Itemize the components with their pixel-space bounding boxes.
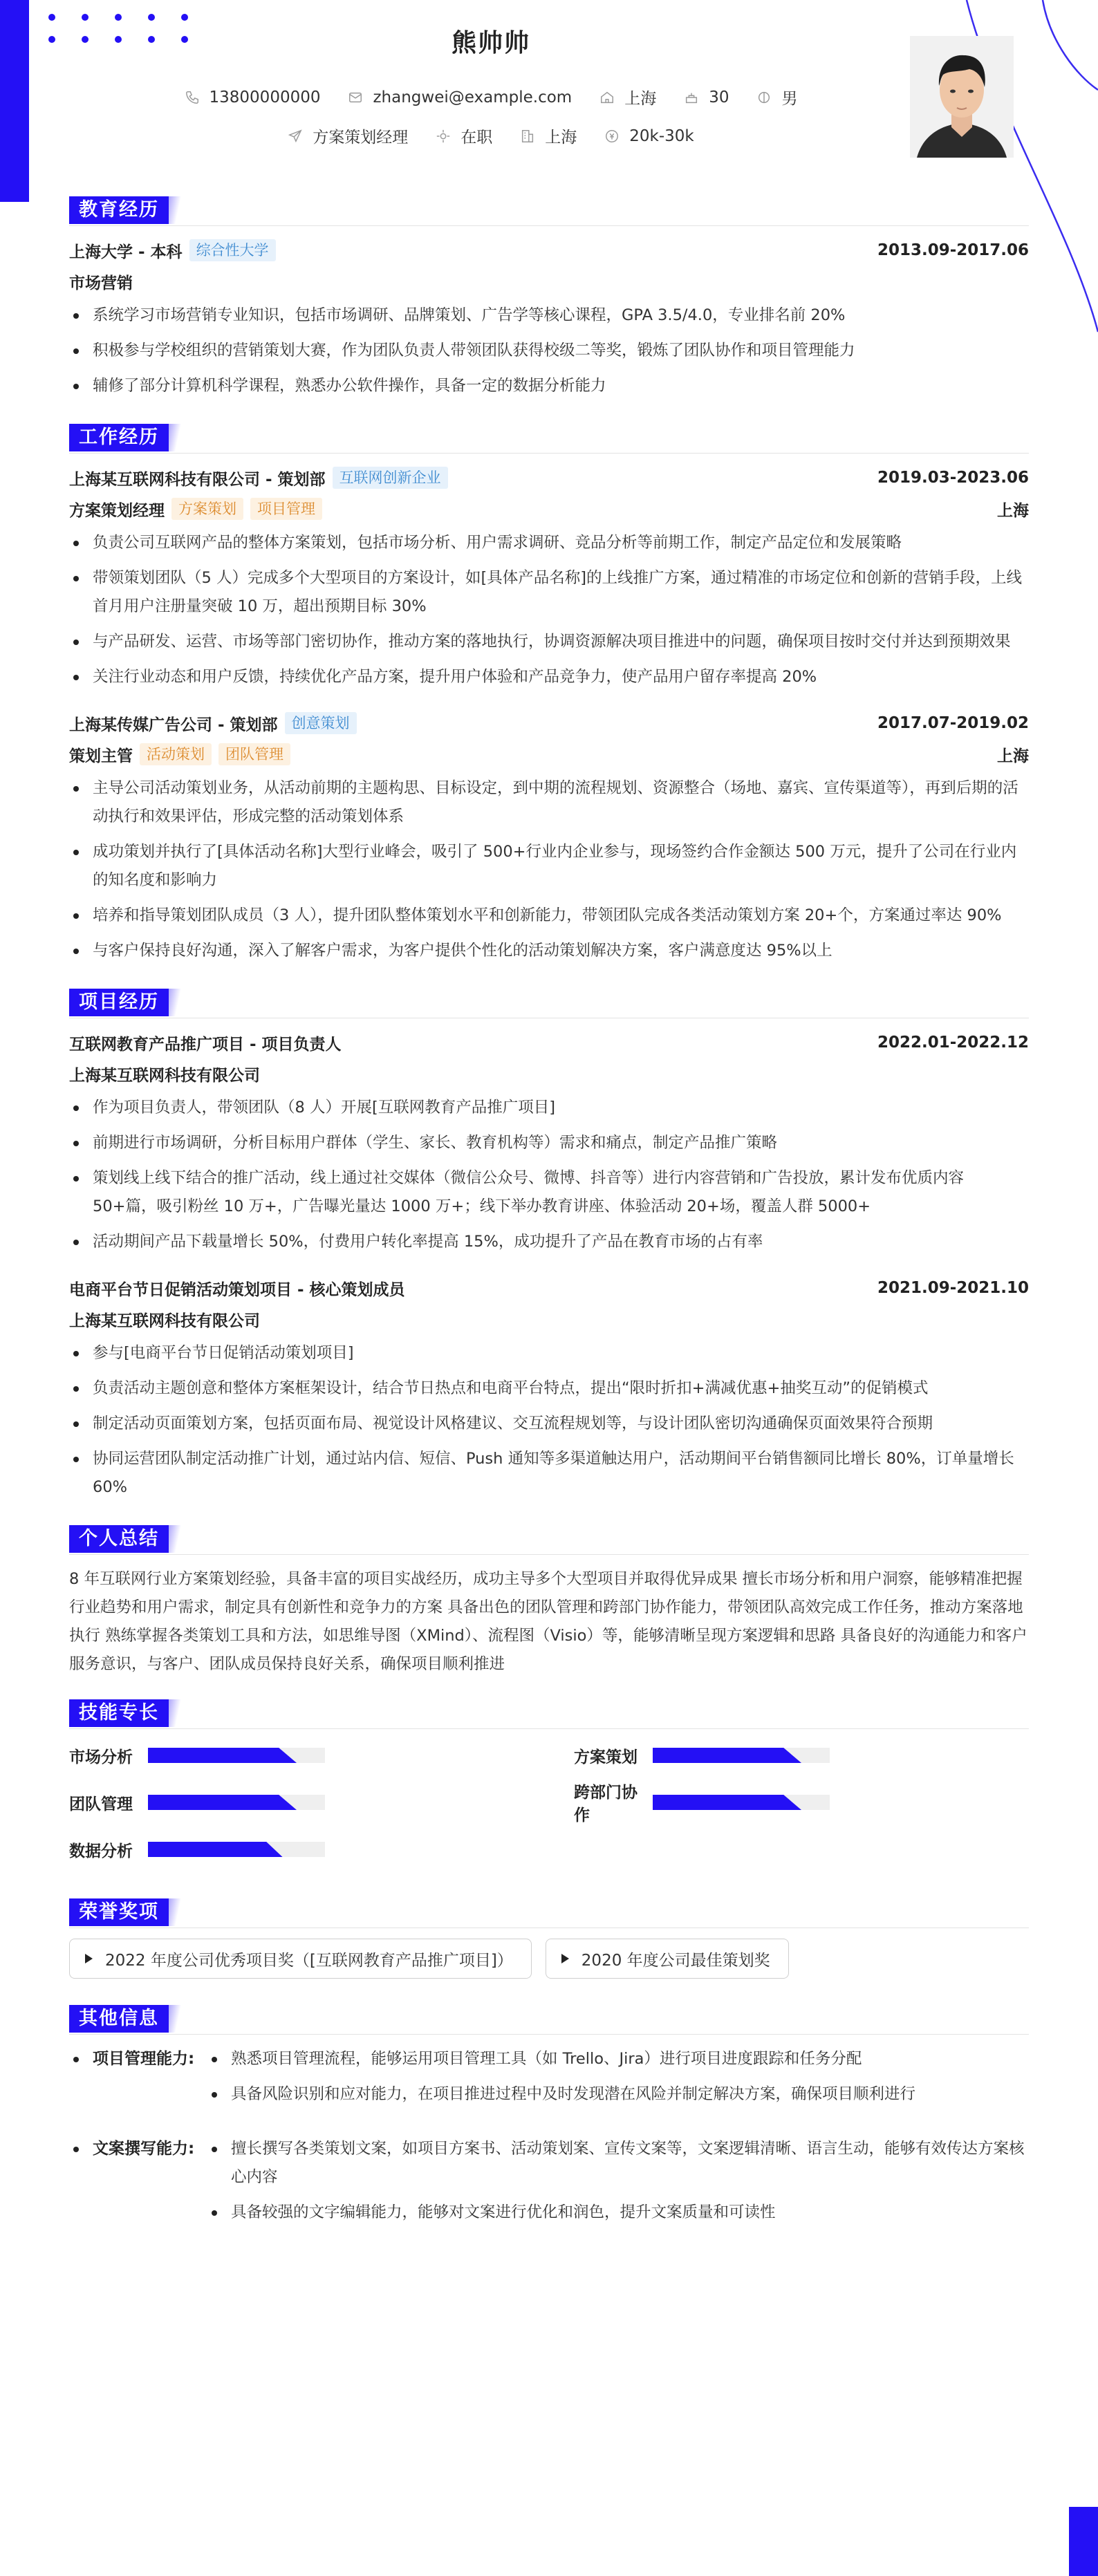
skill-name: 数据分析 (69, 1842, 133, 1860)
target-city-text: 上海 (545, 129, 577, 147)
skill-bar (148, 1795, 325, 1810)
work-date: 2017.07-2019.02 (877, 714, 1029, 732)
city-info (599, 86, 656, 109)
skill-bar (148, 1748, 325, 1763)
education-entry (69, 236, 1029, 400)
project-entry (69, 1029, 1029, 1256)
project-entry (69, 1274, 1029, 1502)
building-icon (520, 129, 535, 144)
project-company: 上海某互联网科技有限公司 (69, 1312, 260, 1330)
projects-heading: 项目经历 (69, 989, 169, 1016)
other-heading: 其他信息 (69, 2005, 169, 2033)
age-info (684, 88, 729, 106)
list-item: 熟悉项目管理流程，能够运用项目管理工具（如 Trello、Jira）进行项目进度跟踪和任务分配 (207, 2045, 1029, 2073)
role-tag: 项目管理 (250, 498, 322, 520)
skill-item (69, 1739, 574, 1771)
target-city-info (520, 124, 577, 147)
skill-name: 市场分析 (69, 1748, 133, 1766)
list-item: 负责活动主题创意和整体方案框架设计，结合节日热点和电商平台特点，提出“限时折扣+满减优惠+抽奖互动”的促销模式 (69, 1374, 1029, 1403)
project-bullets (69, 1094, 1029, 1256)
list-item: 前期进行市场调研，分析目标用户群体（学生、家长、教育机构等）需求和痛点，制定产品推广策略 (69, 1129, 1029, 1157)
contact-info-row (0, 86, 982, 109)
candidate-name: 熊帅帅 (451, 29, 530, 57)
other-section (69, 1999, 1029, 2234)
skill-item (574, 1784, 1030, 1824)
skill-item (69, 1833, 574, 1865)
project-date: 2022.01-2022.12 (877, 1034, 1029, 1052)
play-triangle-icon (561, 1954, 569, 1963)
role-tag: 活动策划 (140, 743, 212, 765)
summary-section (69, 1520, 1029, 1679)
other-item (69, 2045, 1029, 2116)
salary-info (604, 127, 694, 145)
company-tag: 互联网创新企业 (333, 467, 448, 489)
other-label: 文案撰写能力: (69, 2135, 207, 2234)
other-list (207, 2135, 1029, 2234)
salary-text: 20k-30k (629, 127, 694, 145)
list-item: 积极参与学校组织的营销策划大赛，作为团队负责人带领团队获得校级二等奖，锻炼了团队协作和项目管理能力 (69, 337, 1029, 365)
work-section (69, 418, 1029, 965)
skill-bar (148, 1842, 325, 1857)
work-heading: 工作经历 (69, 424, 169, 451)
summary-text: 8 年互联网行业方案策划经验，具备丰富的项目实战经历，成功主导多个大型项目并取得优异成果 擅长市场分析和用户洞察，能够精准把握行业趋势和用户需求，制定具有创新性和竞争力的方案 具备出色的团队管理和跨部门协作能力，带领团队高效完成工作任务，推动方案落地执行 熟练掌握各类策划工具和方法，如思维导图（XMind）、流程图（Visio）等，能够清晰呈现方案逻辑和思路 具备良好的沟通能力和客户服务意识，与客户、团队成员保持良好关系，确保项目顺利推进 (69, 1570, 1027, 1673)
project-bullets (69, 1339, 1029, 1502)
skills-heading: 技能专长 (69, 1699, 169, 1727)
list-item: 与客户保持良好沟通，深入了解客户需求，为客户提供个性化的活动策划解决方案，客户满意度达 95%以上 (69, 937, 1029, 965)
gender-icon (756, 90, 772, 105)
skill-name: 跨部门协作 (574, 1784, 638, 1824)
gender-text: 男 (781, 90, 798, 108)
list-item: 负责公司互联网产品的整体方案策划，包括市场分析、用户需求调研、竞品分析等前期工作，制定产品定位和发展策略 (69, 529, 1029, 557)
major: 市场营销 (69, 274, 133, 292)
other-item (69, 2135, 1029, 2234)
work-date: 2019.03-2023.06 (877, 469, 1029, 487)
list-item: 具备较强的文字编辑能力，能够对文案进行优化和润色，提升文案质量和可读性 (207, 2199, 1029, 2227)
work-entry (69, 709, 1029, 965)
job-status-info (436, 124, 492, 147)
honors-list (69, 1939, 1029, 1979)
project-title: 互联网教育产品推广项目 - 项目负责人 (69, 1035, 342, 1054)
honor-text: 2020 年度公司最佳策划奖 (581, 1951, 770, 1970)
mail-icon (348, 90, 363, 105)
bottom-right-accent (1069, 2507, 1098, 2576)
school-title: 上海大学 - 本科 (69, 243, 183, 261)
work-bullets (69, 774, 1029, 965)
send-icon (288, 129, 303, 144)
list-item: 具备风险识别和应对能力，在项目推进过程中及时发现潜在风险并制定解决方案，确保项目顺利进行 (207, 2080, 1029, 2109)
list-item: 主导公司活动策划业务，从活动前期的主题构思、目标设定，到中期的流程规划、资源整合（场地、嘉宾、宣传渠道等），再到后期的活动执行和效果评估，形成完整的活动策划体系 (69, 774, 1029, 831)
target-position-info (288, 124, 408, 147)
skills-grid (69, 1739, 1029, 1865)
education-date: 2013.09-2017.06 (877, 241, 1029, 259)
list-item: 关注行业动态和用户反馈，持续优化产品方案，提升用户体验和产品竞争力，使产品用户留存率提高 20% (69, 663, 1029, 691)
list-item: 培养和指导策划团队成员（3 人），提升团队整体策划水平和创新能力，带领团队完成各类活动策划方案 20+个，方案通过率达 90% (69, 902, 1029, 930)
honors-section (69, 1893, 1029, 1979)
skill-name: 团队管理 (69, 1795, 133, 1813)
education-bullets (69, 301, 1029, 400)
work-entry (69, 464, 1029, 691)
target-position-text: 方案策划经理 (313, 129, 409, 147)
home-icon (599, 90, 615, 105)
age-icon (684, 90, 699, 105)
education-section (69, 191, 1029, 400)
job-role: 方案策划经理 (69, 501, 165, 520)
skill-item (574, 1739, 1030, 1771)
project-company: 上海某互联网科技有限公司 (69, 1066, 260, 1085)
skill-fill (148, 1748, 297, 1763)
job-status-text: 在职 (460, 129, 493, 147)
skill-fill (148, 1842, 283, 1857)
phone-icon (185, 90, 200, 105)
other-label: 项目管理能力: (69, 2045, 207, 2116)
skill-item (69, 1786, 574, 1818)
skill-fill (653, 1748, 801, 1763)
education-heading: 教育经历 (69, 196, 169, 224)
phone-info (185, 88, 321, 106)
skill-fill (148, 1795, 297, 1810)
skill-name: 方案策划 (574, 1748, 638, 1766)
project-title: 电商平台节日促销活动策划项目 - 核心策划成员 (69, 1280, 405, 1299)
status-icon (436, 129, 451, 144)
summary-heading: 个人总结 (69, 1525, 169, 1553)
work-location: 上海 (997, 747, 1029, 765)
salary-icon (604, 129, 620, 144)
list-item: 与产品研发、运营、市场等部门密切协作，推动方案的落地执行，协调资源解决项目推进中的问题，确保项目按时交付并达到预期效果 (69, 628, 1029, 656)
skills-section (69, 1694, 1029, 1865)
email-info (348, 88, 572, 106)
work-bullets (69, 529, 1029, 691)
projects-section (69, 983, 1029, 1502)
age-text: 30 (709, 88, 729, 106)
city-text: 上海 (624, 90, 657, 108)
role-tag: 团队管理 (218, 743, 290, 765)
honor-badge (69, 1939, 532, 1979)
list-item: 协同运营团队制定活动推广计划，通过站内信、短信、Push 通知等多渠道触达用户，活动期间平台销售额同比增长 80%，订单量增长 60% (69, 1445, 1029, 1502)
honors-heading: 荣誉奖项 (69, 1898, 169, 1926)
list-item: 成功策划并执行了[具体活动名称]大型行业峰会，吸引了 500+行业内企业参与，现场签约合作金额达 500 万元，提升了公司在行业内的知名度和影响力 (69, 838, 1029, 895)
other-list (207, 2045, 1029, 2116)
company-tag: 创意策划 (285, 712, 357, 734)
company-title: 上海某传媒广告公司 - 策划部 (69, 716, 278, 734)
gender-info (756, 86, 797, 109)
avatar-photo (910, 36, 1014, 158)
work-location: 上海 (997, 501, 1029, 520)
job-role: 策划主管 (69, 747, 133, 765)
honor-text: 2022 年度公司优秀项目奖（[互联网教育产品推广项目]） (105, 1951, 513, 1970)
skill-bar (653, 1748, 830, 1763)
list-item: 参与[电商平台节日促销活动策划项目] (69, 1339, 1029, 1368)
honor-badge (546, 1939, 789, 1979)
list-item: 作为项目负责人，带领团队（8 人）开展[互联网教育产品推广项目] (69, 1094, 1029, 1122)
school-tag: 综合性大学 (189, 239, 276, 261)
list-item: 擅长撰写各类策划文案，如项目方案书、活动策划案、宣传文案等，文案逻辑清晰、语言生动，能够有效传达方案核心内容 (207, 2135, 1029, 2192)
job-info-row (0, 124, 982, 147)
list-item: 策划线上线下结合的推广活动，线上通过社交媒体（微信公众号、微博、抖音等）进行内容营销和广告投放，累计发布优质内容 50+篇，吸引粉丝 10 万+，广告曝光量达 1000 万+；线下举办教育讲座、体验活动 20+场，覆盖人群 5000+ (69, 1164, 1029, 1221)
skill-bar (653, 1795, 830, 1810)
company-title: 上海某互联网科技有限公司 - 策划部 (69, 470, 326, 489)
list-item: 辅修了部分计算机科学课程，熟悉办公软件操作，具备一定的数据分析能力 (69, 372, 1029, 400)
list-item: 制定活动页面策划方案，包括页面布局、视觉设计风格建议、交互流程规划等，与设计团队密切沟通确保页面效果符合预期 (69, 1410, 1029, 1438)
list-item: 活动期间产品下载量增长 50%，付费用户转化率提高 15%，成功提升了产品在教育市场的占有率 (69, 1228, 1029, 1256)
role-tag: 方案策划 (171, 498, 243, 520)
phone-text: 13800000000 (209, 88, 321, 106)
skill-fill (653, 1795, 801, 1810)
project-date: 2021.09-2021.10 (877, 1279, 1029, 1297)
email-text: zhangwei@example.com (373, 88, 573, 106)
avatar-portrait-icon (910, 36, 1014, 158)
list-item: 系统学习市场营销专业知识，包括市场调研、品牌策划、广告学等核心课程，GPA 3.5/4.0，专业排名前 20% (69, 301, 1029, 330)
resume-content (69, 187, 1029, 2253)
list-item: 带领策划团队（5 人）完成多个大型项目的方案设计，如[具体产品名称]的上线推广方案，通过精准的市场定位和创新的营销手段，上线首月用户注册量突破 10 万，超出预期目标 30% (69, 564, 1029, 621)
play-triangle-icon (85, 1954, 93, 1963)
